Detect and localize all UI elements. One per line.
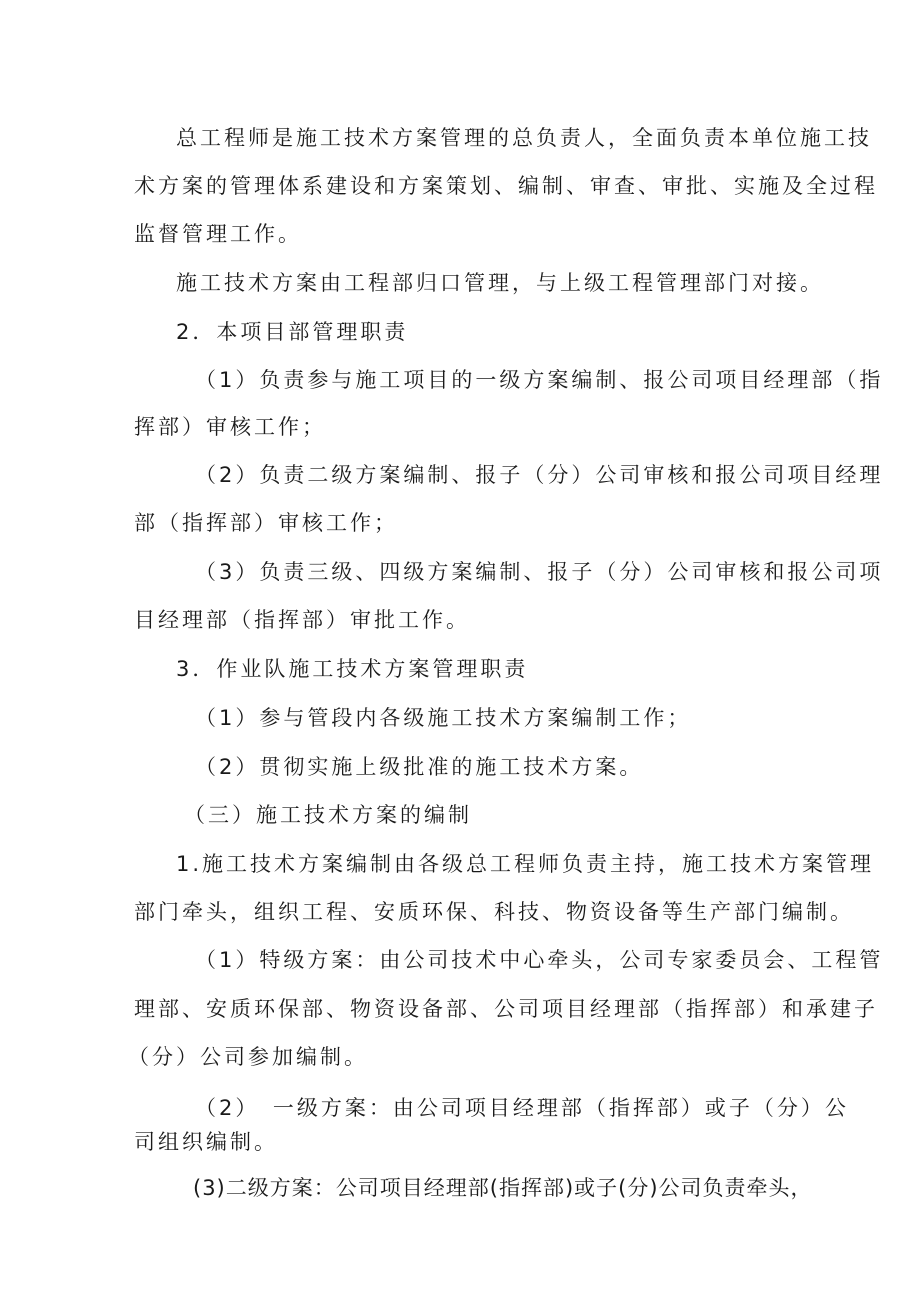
list-item-line: 挥部）审核工作； <box>134 415 326 439</box>
list-item-line: 目经理部（指挥部）审批工作。 <box>134 608 470 632</box>
paragraph-line: 1.施工技术方案编制由各级总工程师负责主持，施工技术方案管理 <box>176 852 875 876</box>
list-item-line: （分）公司参加编制。 <box>128 1045 368 1069</box>
paragraph-line: 术方案的管理体系建设和方案策划、编制、审查、审批、实施及全过程 <box>134 174 878 198</box>
paragraph-line: 总工程师是施工技术方案管理的总负责人，全面负责本单位施工技 <box>176 126 872 150</box>
list-item-line: （2）负责二级方案编制、报子（分）公司审核和报公司项目经理 <box>195 463 884 487</box>
section-heading: 3．作业队施工技术方案管理职责 <box>176 657 529 681</box>
list-item-line: （2） 一级方案：由公司项目经理部（指挥部）或子（分）公 <box>195 1096 849 1120</box>
paragraph-line: 监督管理工作。 <box>134 222 302 246</box>
list-item-line: （1）参与管段内各级施工技术方案编制工作； <box>195 706 692 730</box>
section-heading: （三）施工技术方案的编制 <box>184 803 472 827</box>
list-item-line: （2）贯彻实施上级批准的施工技术方案。 <box>195 755 644 779</box>
list-item-line: （1）特级方案：由公司技术中心牵头，公司专家委员会、工程管 <box>195 948 884 972</box>
list-item-line: 理部、安质环保部、物资设备部、公司项目经理部（指挥部）和承建子 <box>134 997 878 1021</box>
list-item-line: （3）负责三级、四级方案编制、报子（分）公司审核和报公司项 <box>195 560 884 584</box>
list-item-line: 部（指挥部）审核工作； <box>134 511 398 535</box>
list-item-line: (3)二级方案：公司项目经理部(指挥部)或子(分)公司负责牵头， <box>193 1176 813 1200</box>
list-item-line: （1）负责参与施工项目的一级方案编制、报公司项目经理部（指 <box>195 368 884 392</box>
section-heading: 2．本项目部管理职责 <box>176 320 409 344</box>
paragraph-line: 施工技术方案由工程部归口管理，与上级工程管理部门对接。 <box>176 271 824 295</box>
paragraph-line: 部门牵头，组织工程、安质环保、科技、物资设备等生产部门编制。 <box>134 900 854 924</box>
list-item-line: 司组织编制。 <box>134 1130 278 1154</box>
